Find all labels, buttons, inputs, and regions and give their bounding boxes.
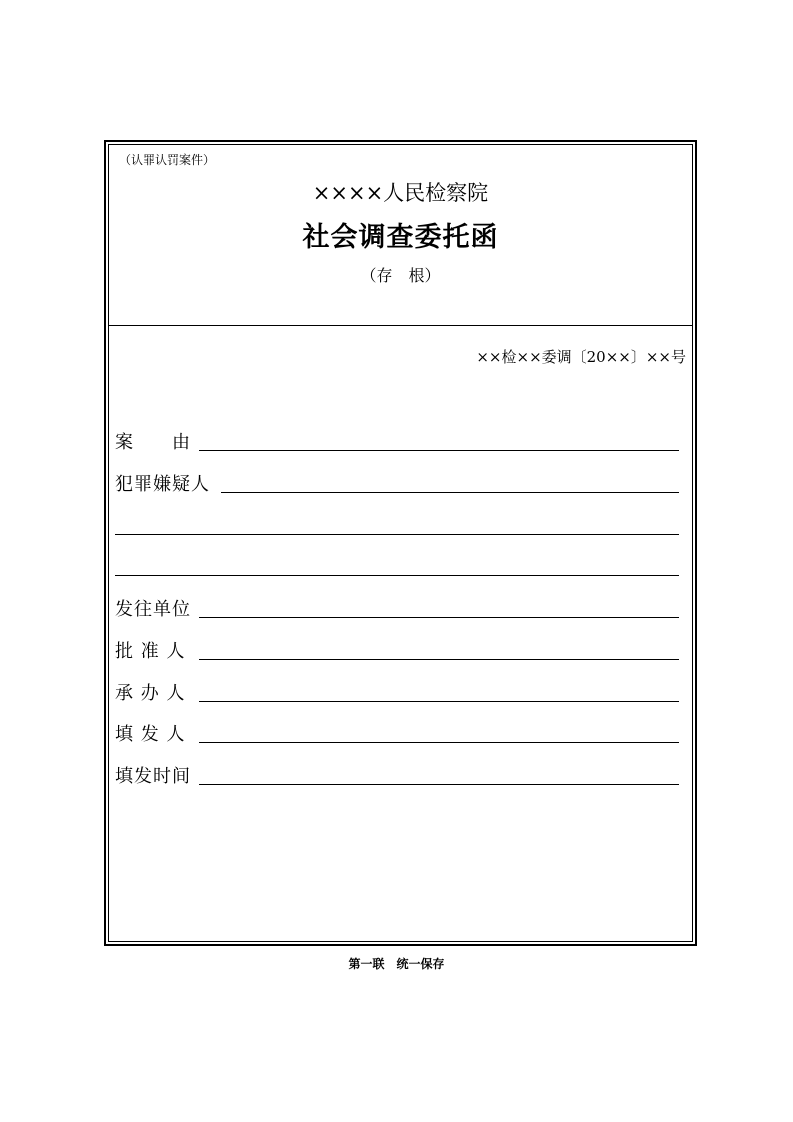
issuer-line[interactable] — [199, 742, 679, 743]
handler-line[interactable] — [199, 701, 679, 702]
document-title: 社会调查委托函 — [302, 222, 499, 253]
form-inner-frame — [108, 144, 693, 942]
issue-time-label: 填发时间 — [115, 766, 191, 787]
document-number: ××检××委调〔20××〕××号 — [476, 348, 686, 366]
approver-label: 批 准 人 — [115, 641, 186, 662]
stub-label: （存 根） — [360, 266, 441, 285]
suspect-line[interactable] — [221, 492, 679, 493]
suspect-line-2[interactable] — [115, 534, 679, 535]
suspect-label: 犯罪嫌疑人 — [115, 474, 210, 495]
suspect-line-3[interactable] — [115, 575, 679, 576]
issue-time-line[interactable] — [199, 784, 679, 785]
issuer-label: 填 发 人 — [115, 724, 186, 745]
form-outer-frame — [104, 140, 697, 946]
case-type-label: （认罪认罚案件） — [119, 153, 216, 167]
case-reason-label: 案 由 — [115, 432, 191, 453]
handler-label: 承 办 人 — [115, 683, 186, 704]
send-to-label: 发往单位 — [115, 599, 191, 620]
case-reason-line[interactable] — [199, 450, 679, 451]
send-to-line[interactable] — [199, 617, 679, 618]
header-divider — [109, 325, 692, 326]
procuratorate-name: ××××人民检察院 — [312, 181, 489, 205]
approver-line[interactable] — [199, 659, 679, 660]
footer-copy-note: 第一联 统一保存 — [348, 957, 445, 971]
